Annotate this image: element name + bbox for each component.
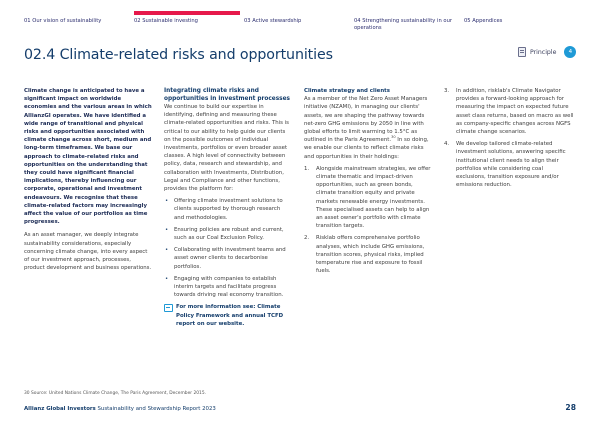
list-item (304, 165, 432, 231)
footnote: 30 Source: United Nations Climate Change, The Paris Agreement, December 2015. (24, 391, 207, 396)
item-number: 1. (304, 165, 310, 172)
list-item: • Collaborating with investment teams and asset owner clients to decarbonise portfolios. (164, 246, 292, 271)
active-indicator (134, 11, 240, 15)
item-text: In addition, risklab's Climate Navigator provides a forward-looking approach for measuring the impact on expected future asset class returns, based on macro as well as company-specific changes across NGFS climate change scenarios. (456, 88, 574, 136)
footer-report-title: Sustainability and Stewardship Report 2023 (95, 406, 216, 412)
intro-body: As an asset manager, we deeply integrate sustainability considerations, especially concerning climate change, into every aspect of our investment approach, processes, product development and business operations. (24, 232, 152, 272)
more-info-text: For more information see: Climate Policy Framework and annual TCFD report on our website. (176, 304, 284, 327)
list-item: • Offering climate investment solutions to clients supported by thorough research and methodologies. (164, 197, 292, 222)
document-icon (518, 47, 526, 57)
numbered-list (444, 87, 574, 189)
nav-item-vision[interactable] (24, 18, 104, 25)
item-text: Risklab offers comprehensive portfolio analyses, which include GHG emissions, transition scores, physical risks, implied temperature rise and exposure to fossil fuels. (316, 235, 425, 275)
nav-label: 02 Sustainable investing (134, 18, 198, 24)
column-intro (24, 87, 152, 276)
nav-label: 01 Our vision of sustainability (24, 18, 102, 24)
list-item (444, 87, 574, 136)
more-info-link[interactable] (164, 303, 292, 328)
section-body (304, 95, 432, 161)
item-text: We develop tailored climate-related investment solutions, answering specific institutional client needs to align their portfolios while considering coal exclusions, transition exposure and/or emissions reduction. (456, 141, 566, 189)
section-heading: Integrating climate risks and opportunities in investment processes (164, 88, 291, 102)
body-text: In so doing, we enable our clients to reflect climate risks and opportunities in their holdings: (304, 137, 429, 160)
nav-label: 05 Appendices (464, 18, 503, 24)
footer (24, 406, 216, 412)
nav-label: 03 Active stewardship (244, 18, 302, 24)
list-item (444, 140, 574, 189)
item-number: 2. (304, 235, 310, 242)
page-title: 02.4 Climate-related risks and opportunities (24, 47, 333, 63)
principle-label: Principle (530, 48, 557, 56)
list-item (304, 234, 432, 275)
footer-brand: Allianz Global Investors (24, 406, 96, 412)
item-number: 3. (444, 88, 450, 94)
body-text: As a member of the Net Zero Asset Managers initiative (NZAMI), in managing our clients' assets, we are shaping the pathway towards net-zero GHG emissions by 2050 in line with global efforts to limit warming to 1.5°C as outlined in the Paris Agreement. (304, 96, 428, 144)
section-body: We continue to build our expertise in identifying, defining and measuring these climate-related opportunities and risks. This is critical to our ability to help guide our clients on the possible outcomes of individual investments, portfolios or even broader asset classes. A high level of connectivity between policy, data, research and stewardship, and collaboration with Investments, Distribution, Legal and Compliance and other functions, provides the platform for: (164, 104, 289, 193)
numbered-list (304, 165, 432, 276)
item-number: 4. (444, 141, 450, 148)
column-strategy (304, 87, 432, 279)
list-item: • Engaging with companies to establish interim targets and facilitate progress towards driving real economy transition. (164, 275, 292, 300)
item-text: Alongside mainstream strategies, we offer climate thematic and impact-driven opportunities, such as green bonds, climate transition equity and private markets renewable energy investments. These specialised assets can help to align an asset owner's portfolio with climate transition targets. (316, 165, 431, 230)
list-item: • Ensuring policies are robust and current, such as our Coal Exclusion Policy. (164, 226, 292, 242)
column-strategy-continued (444, 87, 574, 193)
principle-badge: 4 (564, 46, 576, 58)
nav-item-appendices[interactable] (464, 18, 544, 25)
page-number: 28 (565, 403, 576, 412)
nav-label: 04 Strengthening sustainability in our operations (354, 18, 452, 31)
nav-item-active-stewardship[interactable] (244, 18, 324, 25)
footnote-ref[interactable]: 30 (391, 135, 396, 140)
section-heading: Climate strategy and clients (304, 88, 390, 94)
section-nav (0, 0, 600, 40)
bullet-list (164, 197, 292, 299)
nav-item-operations[interactable] (354, 18, 454, 31)
column-integrating (164, 87, 292, 328)
nav-item-sustainable-investing[interactable] (134, 18, 214, 25)
intro-lead: Climate change is anticipated to have a significant impact on worldwide economies and the various areas in which AllianzGI operates. We have identified a wide range of transitional and physical risks and opportunities associated with climate change across short, medium and long-term timeframes. We base our approach to climate-related risks and opportunities on the understanding that they could have significant financial implications, thereby influencing our corporate, operational and investment endeavours. We recognise that these climate-related factors may increasingly affect the value of our portfolios as time progresses. (24, 88, 152, 226)
external-link-icon (164, 304, 173, 312)
principle-tag[interactable] (518, 46, 576, 58)
